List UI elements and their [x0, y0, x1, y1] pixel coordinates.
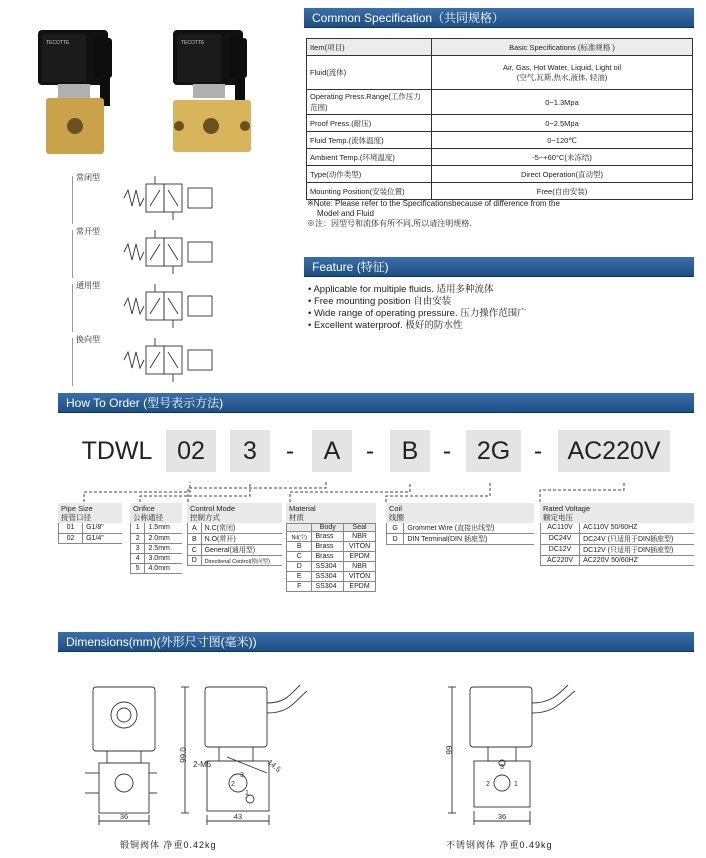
spec-row-item: Fluid(流体) [307, 56, 432, 90]
stainless-caption: 不锈钢阀体 净重0.49kg [446, 840, 553, 850]
spec-row-value: Air, Gas, Hot Water, Liquid, Light oil (空气,瓦斯,热水,液体, 轻油) [432, 56, 693, 90]
feature-list [308, 284, 688, 332]
code-size: 02 [166, 430, 216, 472]
table-row: A N.C(常闭) [188, 523, 283, 534]
ss-height-label: 99 [445, 745, 454, 755]
code-dash: - [533, 437, 543, 465]
control-mode-header: Control Mode 控制方式 [187, 503, 282, 523]
spec-row-value: 0~1.3Mpa [432, 90, 693, 115]
spec-row-item: Mounting Position(安装位置) [307, 183, 432, 200]
table-row: C General(通用型) [188, 545, 283, 556]
valve-symbol [118, 280, 218, 332]
spec-row-value: Free(自由安装) [432, 183, 693, 200]
symbol-divider [72, 338, 73, 386]
table-row: D Directional Control(换向型) [188, 556, 283, 566]
ss-width-label: 36 [497, 812, 507, 821]
brass-port-num: 2 [231, 781, 235, 788]
spec-row-value: Direct Operation(直动型) [432, 166, 693, 183]
valve-symbol [118, 226, 218, 278]
spec-header-basic: Basic Specifications (标准规格 ) [432, 39, 693, 56]
symbol-divider [72, 230, 73, 278]
brass-d1-label: 14.5 [265, 757, 283, 774]
table-row: C Brass EPDM [287, 552, 376, 562]
pipe-size-group [58, 503, 122, 544]
product-photo-brass-valve-2 [165, 18, 270, 158]
spec-header-item: Item(项目) [307, 39, 432, 56]
table-row: 3 2.5mm [131, 543, 183, 553]
table-row: 4 3.0mm [131, 553, 183, 563]
code-control: A [312, 430, 352, 472]
product-photo-brass-valve-1 [30, 18, 125, 158]
material-group: Material 材质 Body Seal Nil(空) Brass NBR B Brass VITON C Brass EPDM D SS304 NBR E SS304 VITON F SS304 EPDM [286, 503, 376, 592]
code-coil: 2G [466, 430, 521, 472]
code-series: TDWL [81, 437, 153, 465]
pipe-size-header: Pipe Size 接管口径 [58, 503, 122, 523]
table-row: DC12V DC12V (只适用于DIN插座型) [541, 544, 695, 555]
valve-symbol [118, 334, 218, 386]
brass-port-num: 3 [240, 772, 244, 779]
table-row: G Grommet Wire (直接出线型) [387, 523, 535, 534]
table-row: E SS304 VITON [287, 572, 376, 582]
brass-port-label: 2-M5 [193, 760, 212, 769]
spec-note: ※Note: Please refer to the Specificationsbecause of difference from the Model and Fluid ※注：因型号和流体有所不同,所以请注明规格. [307, 199, 560, 228]
table-row: D DIN Terminal(DIN 插座型) [387, 534, 535, 545]
feature-item: • Excellent waterproof. 极好的防水性 [308, 320, 688, 332]
brass-width-label: 36 [119, 812, 129, 821]
rated-voltage-group [540, 503, 694, 566]
spec-row-item: Ambient Temp.(环境温度) [307, 149, 432, 166]
spec-row-value: -5~+60°C(未冻结) [432, 149, 693, 166]
table-row: D SS304 NBR [287, 562, 376, 572]
feature-item: • Free mounting position 自由安装 [308, 296, 688, 308]
code-voltage: AC220V [558, 430, 670, 472]
symbol-divider [72, 176, 73, 224]
code-dash: - [442, 437, 452, 465]
svg-text:TECOTTE: TECOTTE [46, 40, 70, 46]
spec-row-item: Proof Press.(耐压) [307, 115, 432, 132]
table-row: F SS304 EPDM [287, 582, 376, 592]
feature-item: • Wide range of operating pressure. 压力操作范围广 [308, 308, 688, 320]
table-row: 5 4.0mm [131, 563, 183, 573]
table-row: B N.O(常开) [188, 534, 283, 545]
symbol-label: 常闭型 [76, 173, 100, 182]
common-spec-table [306, 38, 693, 200]
table-row: AC220V AC220V 50/60HZ [541, 555, 695, 565]
orifice-group [130, 503, 182, 574]
coil-header: Coil 线圈 [386, 503, 534, 523]
svg-text:TECOTTE: TECOTTE [181, 40, 205, 46]
dimension-drawing-stainless [440, 665, 590, 830]
table-row: 2 2.0mm [131, 533, 183, 543]
valve-symbol [118, 172, 218, 224]
spec-row-value: 0~120℃ [432, 132, 693, 149]
code-orifice: 3 [230, 430, 270, 472]
brass-port-num: 1 [245, 790, 249, 797]
symbol-divider [72, 284, 73, 332]
symbol-label: 换向型 [76, 335, 100, 344]
rated-voltage-header: Rated Voltage 额定电压 [540, 503, 694, 523]
ss-port-num: 1 [514, 781, 518, 788]
orifice-header: Orifice 公称通径 [130, 503, 182, 523]
table-row: 1 1.5mm [131, 523, 183, 533]
spec-row-item: Fluid Temp.(流体温度) [307, 132, 432, 149]
material-header: Material 材质 [286, 503, 376, 523]
code-material: B [390, 430, 430, 472]
table-row: 01 G1/8" [59, 523, 123, 533]
brass-width2-label: 43 [233, 812, 243, 821]
control-mode-group [187, 503, 282, 566]
spec-row-value: 0~2.5Mpa [432, 115, 693, 132]
feature-title-bar: Feature (特征) [304, 257, 694, 277]
code-dash: - [285, 437, 295, 465]
table-row: Nil(空) Brass NBR [287, 532, 376, 542]
dimensions-title-bar: Dimensions(mm)(外形尺寸图(毫米)) [58, 632, 694, 652]
ss-port-num: 3 [500, 764, 504, 771]
brass-height-label: 99.0 [179, 747, 188, 763]
spec-row-item: Operating Press.Range(工作压力范围) [307, 90, 432, 115]
code-dash: - [365, 437, 375, 465]
common-spec-title-bar: Common Specification（共同规格） [304, 8, 694, 28]
table-row: 02 G1/4" [59, 533, 123, 543]
table-row: AC110V AC110V 50/60HZ [541, 523, 695, 533]
ss-port-num: 2 [486, 781, 490, 788]
feature-item: • Applicable for multiple fluids. 适用多种流体 [308, 284, 688, 296]
symbol-label: 常开型 [76, 227, 100, 236]
table-row: B Brass VITON [287, 542, 376, 552]
order-title-bar: How To Order (型号表示方法) [58, 393, 694, 413]
dimension-drawing-brass [85, 665, 315, 830]
spec-row-item: Type(动作类型) [307, 166, 432, 183]
coil-group [386, 503, 534, 545]
symbol-label: 通用型 [76, 281, 100, 290]
table-row: DC24V DC24V (只适用于DIN插座型) [541, 533, 695, 544]
brass-caption: 锻铜阀体 净重0.42kg [120, 840, 217, 850]
